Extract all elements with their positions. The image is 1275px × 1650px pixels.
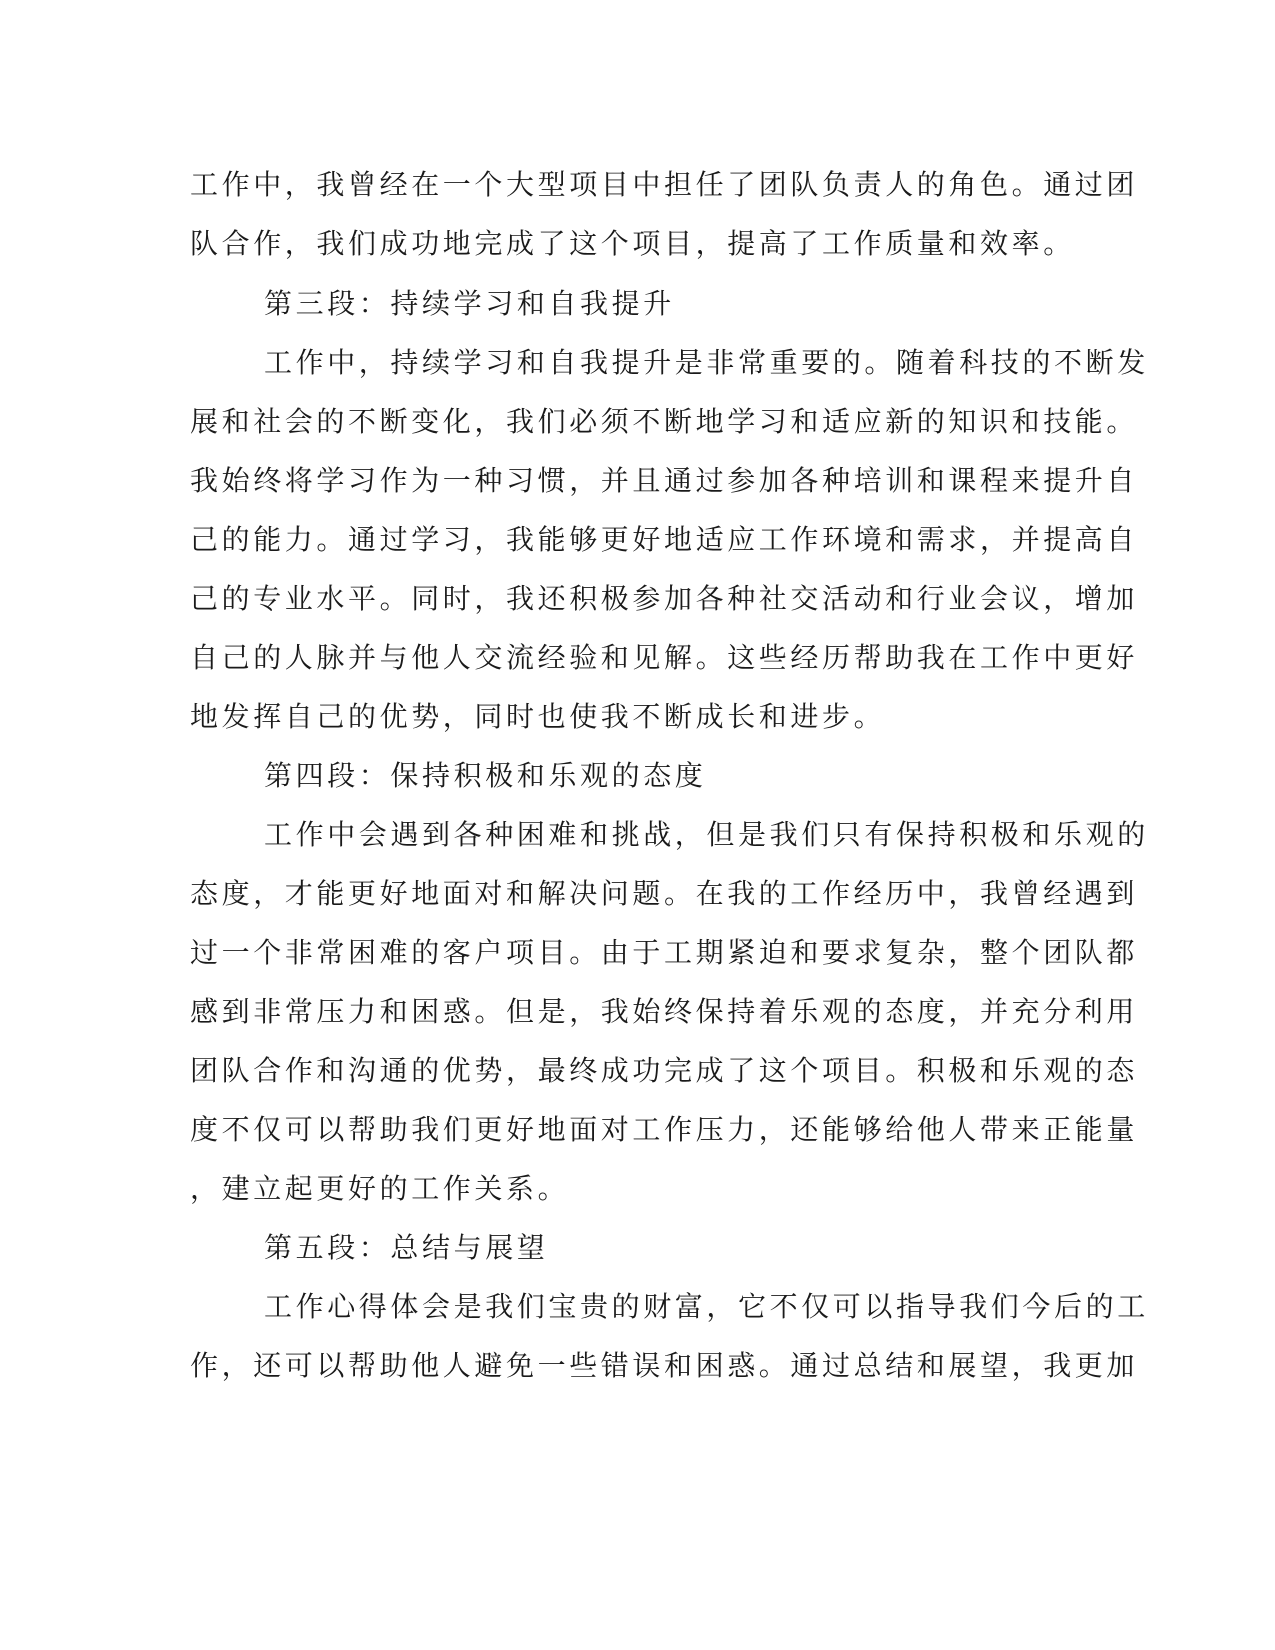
paragraph-line: ，建立起更好的工作关系。 [190, 1172, 570, 1205]
paragraph-line: 自己的人脉并与他人交流经验和见解。这些经历帮助我在工作中更好 [190, 641, 1139, 674]
paragraph-line: 己的专业水平。同时，我还积极参加各种社交活动和行业会议，增加 [190, 582, 1139, 615]
paragraph-line: 作，还可以帮助他人避免一些错误和困惑。通过总结和展望，我更加 [190, 1349, 1139, 1382]
paragraph-line: 展和社会的不断变化，我们必须不断地学习和适应新的知识和技能。 [190, 405, 1139, 438]
paragraph-line: 团队合作和沟通的优势，最终成功完成了这个项目。积极和乐观的态 [190, 1054, 1139, 1087]
paragraph-line: 队合作，我们成功地完成了这个项目，提高了工作质量和效率。 [190, 227, 1075, 260]
paragraph-line: 态度，才能更好地面对和解决问题。在我的工作经历中，我曾经遇到 [190, 877, 1139, 910]
paragraph-line: 感到非常压力和困惑。但是，我始终保持着乐观的态度，并充分利用 [190, 995, 1139, 1028]
paragraph-line: 度不仅可以帮助我们更好地面对工作压力，还能够给他人带来正能量 [190, 1113, 1139, 1146]
paragraph-line: 我始终将学习作为一种习惯，并且通过参加各种培训和课程来提升自 [190, 464, 1139, 497]
paragraph-line: 工作中会遇到各种困难和挑战，但是我们只有保持积极和乐观的 [264, 818, 1149, 851]
paragraph-line: 工作中，我曾经在一个大型项目中担任了团队负责人的角色。通过团 [190, 168, 1139, 201]
section-heading: 第三段：持续学习和自我提升 [264, 287, 675, 320]
paragraph-line: 己的能力。通过学习，我能够更好地适应工作环境和需求，并提高自 [190, 523, 1139, 556]
paragraph-line: 工作中，持续学习和自我提升是非常重要的。随着科技的不断发 [264, 346, 1149, 379]
paragraph-line: 过一个非常困难的客户项目。由于工期紧迫和要求复杂，整个团队都 [190, 936, 1139, 969]
paragraph-line: 工作心得体会是我们宝贵的财富，它不仅可以指导我们今后的工 [264, 1290, 1149, 1323]
section-heading: 第四段：保持积极和乐观的态度 [264, 759, 707, 792]
paragraph-line: 地发挥自己的优势，同时也使我不断成长和进步。 [190, 700, 886, 733]
section-heading: 第五段：总结与展望 [264, 1231, 549, 1264]
